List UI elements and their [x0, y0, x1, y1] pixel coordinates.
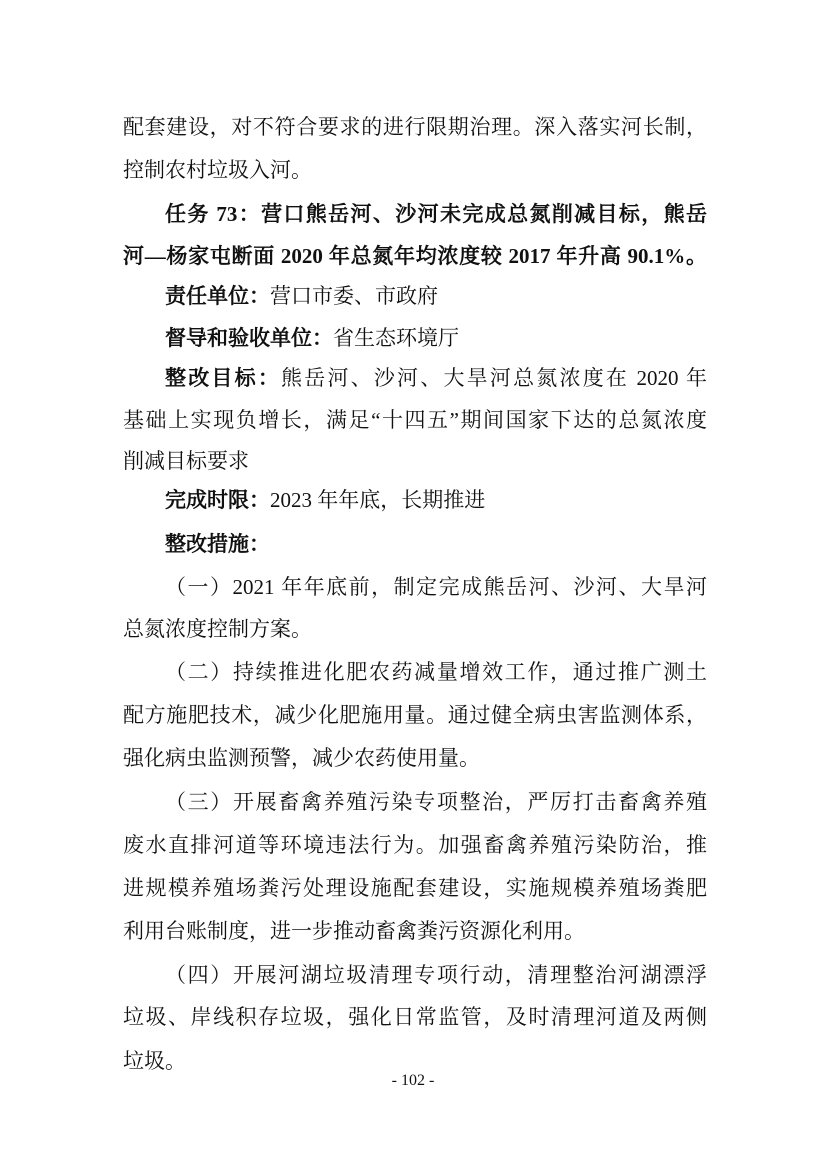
paragraph-line: 基础上实现负增长，满足“十四五”期间国家下达的总氮浓度	[123, 408, 707, 432]
measure-line: 进规模养殖场粪污处理设施配套建设，实施规模养殖场粪肥	[123, 876, 707, 900]
label: 整改目标：	[165, 366, 282, 390]
page-number: - 102 -	[391, 1072, 435, 1089]
measure-line: 利用台账制度，进一步推动畜禽粪污资源化利用。	[123, 919, 585, 943]
measure-line: （三）开展畜禽养殖污染专项整治，严厉打击畜禽养殖	[165, 790, 707, 814]
task-heading: 任务 73：营口熊岳河、沙河未完成总氮削减目标，熊岳	[165, 202, 707, 226]
measure-line: 配方施肥技术，减少化肥施用量。通过健全病虫害监测体系，	[123, 703, 707, 727]
value: 2023 年年底，长期推进	[270, 488, 486, 512]
measure-line: （一）2021 年年底前，制定完成熊岳河、沙河、大旱河	[165, 575, 707, 599]
measure-line: 强化病虫监测预警，减少农药使用量。	[123, 746, 480, 770]
goal	[165, 363, 707, 393]
value: 熊岳河、沙河、大旱河总氮浓度在 2020 年	[281, 366, 707, 390]
paragraph-line: 控制农村垃圾入河。	[123, 158, 312, 182]
paragraph-line: 削减目标要求	[123, 449, 249, 473]
label: 完成时限：	[165, 488, 270, 512]
supervisor-unit	[165, 323, 707, 353]
measure-line: （四）开展河湖垃圾清理专项行动，清理整治河湖漂浮	[165, 963, 707, 987]
measure-line: 总氮浓度控制方案。	[123, 617, 312, 641]
label: 督导和验收单位：	[165, 326, 333, 350]
deadline	[165, 485, 707, 515]
measure-line: 垃圾、岸线积存垃圾，强化日常监管，及时清理河道及两侧	[123, 1005, 707, 1029]
measure-line: （二）持续推进化肥农药减量增效工作，通过推广测土	[165, 660, 707, 684]
paragraph-line: 配套建设，对不符合要求的进行限期治理。深入落实河长制，	[123, 115, 707, 139]
value: 省生态环境厅	[333, 326, 459, 350]
responsible-unit	[165, 281, 707, 311]
measure-line: 垃圾。	[123, 1049, 186, 1073]
task-heading: 河—杨家屯断面 2020 年总氮年均浓度较 2017 年升高 90.1%。	[123, 244, 707, 268]
label: 责任单位：	[165, 284, 270, 308]
value: 营口市委、市政府	[270, 284, 438, 308]
measures-heading: 整改措施：	[165, 532, 270, 556]
measure-line: 废水直排河道等环境违法行为。加强畜禽养殖污染防治，推	[123, 833, 707, 857]
